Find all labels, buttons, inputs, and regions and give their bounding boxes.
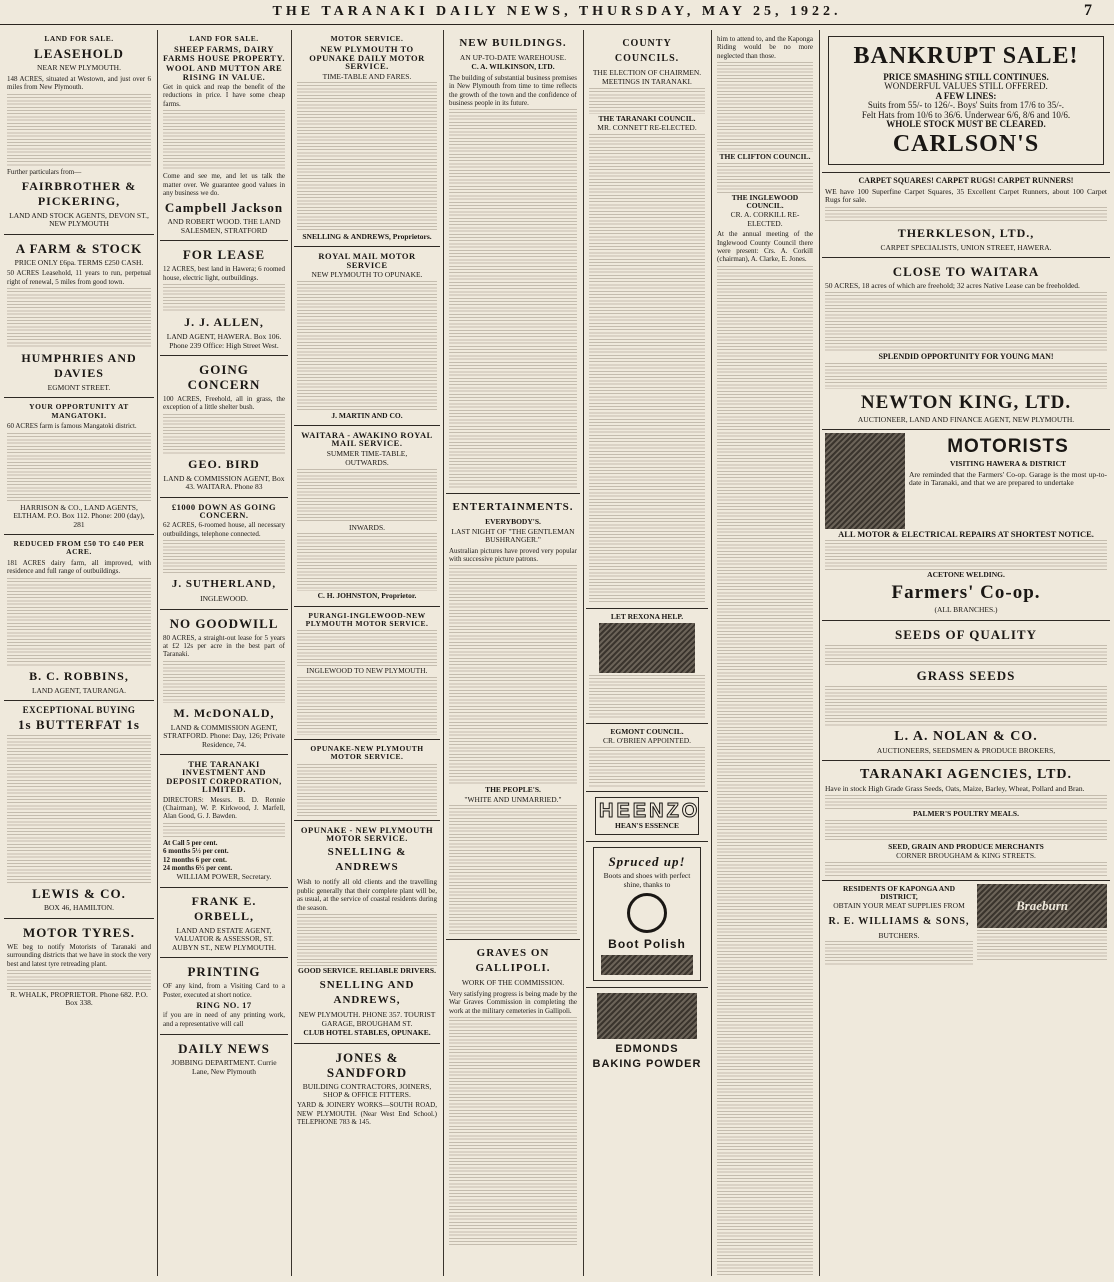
text-block — [7, 735, 151, 883]
ad-body: Felt Hats from 10/6 to 36/6. Underwear 6/6, 8/6 and 10/6. — [861, 109, 1071, 120]
ad-heading: LET REXONA HELP. — [610, 611, 684, 621]
ad-subheading: AUCTIONEERS, SEEDSMEN & PRODUCE BROKERS, — [876, 745, 1056, 755]
rate-line: 24 months 6½ per cent. — [163, 864, 233, 873]
ad-heading: Spruced up! — [608, 854, 686, 870]
ad-subheading: ACETONE WELDING. — [927, 569, 1005, 579]
ad-subheading: HEAN'S ESSENCE — [615, 820, 679, 830]
text-block — [825, 207, 1107, 223]
article-subheading: THE PEOPLE'S. — [485, 785, 541, 795]
section-label: LAND FOR SALE. — [189, 34, 259, 43]
ad-subheading: BUTCHERS. — [878, 930, 920, 940]
ad-heading: JONES & SANDFORD — [326, 1049, 408, 1080]
text-block — [7, 288, 151, 348]
braeburn-logo: Braeburn — [977, 884, 1107, 928]
ad-subheading: LAND AGENT, TAURANGA. — [31, 685, 127, 695]
ad-subheading: TIME-TABLE AND FARES. — [322, 71, 412, 81]
ad-subheading: INGLEWOOD TO NEW PLYMOUTH. — [306, 666, 428, 676]
article-subheading: MR. CONNETT RE-ELECTED. — [597, 123, 697, 133]
timetable-block — [297, 677, 437, 735]
ad-heading: M. McDONALD, — [173, 705, 275, 720]
ad-heading: ROYAL MAIL MOTOR SERVICE — [318, 251, 416, 270]
ad-heading: BANKRUPT SALE! — [853, 43, 1079, 69]
column-4 — [446, 30, 580, 1276]
ad-heading: NO GOODWILL — [169, 615, 279, 631]
article-subheading: THE ELECTION OF CHAIRMEN. — [592, 68, 702, 77]
motorist-illustration — [825, 433, 905, 529]
article-body: him to attend to, and the Kaponga Riding would be no more neglected than those. — [717, 35, 813, 60]
column-rule — [443, 30, 444, 1276]
text-block — [163, 284, 285, 312]
text-block — [163, 661, 285, 703]
article-heading: GRAVES ON GALLIPOLI. — [475, 947, 551, 975]
section-label: LAND FOR SALE. — [44, 34, 114, 43]
ad-body: 50 ACRES, 18 acres of which are freehold; 32 acres Native Lease can be freeholded. — [825, 281, 1080, 291]
ad-body: Get in quick and reap the benefit of the reductions in price. I have some cheap farms. — [163, 83, 285, 108]
article-subheading: THE INGLEWOOD COUNCIL. — [731, 192, 799, 211]
ad-heading: DAILY NEWS — [178, 1041, 270, 1057]
ad-subheading: PRICE ONLY £6pa. TERMS £250 CASH. — [14, 257, 144, 267]
ad-subheading: LAND & COMMISSION AGENT, Box 43. WAITARA. Phone 83 — [163, 473, 285, 492]
article-subheading: MEETINGS IN TARANAKI. — [602, 77, 692, 87]
ad-subheading: WONDERFUL VALUES STILL OFFERED. — [884, 81, 1048, 92]
article-subheading: LAST NIGHT OF "THE GENTLEMAN BUSHRANGER." — [451, 526, 575, 545]
ad-body: 62 ACRES, 6-roomed house, all necessary outbuildings, telephone connected. — [163, 521, 285, 538]
column-3 — [294, 30, 440, 1276]
ad-subheading: GOOD SERVICE. RELIABLE DRIVERS. — [298, 965, 436, 975]
ad-heading: THE TARANAKI INVESTMENT AND DEPOSIT CORPORATION, LIMITED. — [166, 759, 282, 795]
text-block — [7, 970, 151, 990]
ad-subheading: SUMMER TIME-TABLE, — [326, 448, 408, 458]
text-block — [825, 820, 1107, 842]
text-block — [297, 764, 437, 816]
article-heading: NEW BUILDINGS. — [459, 37, 567, 49]
ad-body: Suits from 55/- to 126/-. Boys' Suits from 17/6 to 35/-. — [867, 100, 1065, 111]
ad-body: 181 ACRES dairy farm, all improved, with residence and full range of outbuildings. — [7, 558, 151, 576]
ad-subheading: EGMONT STREET. — [47, 383, 111, 393]
ad-heading: REDUCED FROM £50 TO £40 PER ACRE. — [13, 538, 145, 557]
text-block — [825, 795, 1107, 809]
ad-heading: GOING CONCERN — [187, 361, 261, 392]
article-subheading: CR. A. CORKILL RE-ELECTED. — [730, 210, 800, 228]
text-block — [7, 433, 151, 503]
masthead-title: THE TARANAKI DAILY NEWS, THURSDAY, MAY 25, 1922. — [272, 4, 842, 19]
ad-heading: 1s BUTTERFAT 1s — [18, 717, 140, 733]
ad-body: 148 ACRES, situated at Westown, and just over 6 miles from New Plymouth. — [7, 74, 151, 92]
ad-heading: Campbell Jackson — [164, 200, 284, 216]
column-rule — [157, 30, 158, 1276]
ad-body: 50 ACRES Leasehold, 11 years to run, perpetual right of renewal, 5 miles from good town. — [7, 269, 151, 286]
ad-subheading: NEAR NEW PLYMOUTH. — [37, 63, 121, 73]
ad-heading: SNELLING & ANDREWS — [327, 846, 407, 874]
ad-subheading: J. MARTIN AND CO. — [331, 410, 403, 420]
ad-body: 12 ACRES, best land in Hawera; 6 roomed house, electric light, outbuildings. — [163, 265, 285, 282]
ad-heading: CARPET SQUARES! CARPET RUGS! CARPET RUNNERS! — [858, 176, 1074, 186]
article-subheading: THE TARANAKI COUNCIL. — [598, 113, 696, 123]
ad-heading: MOTORISTS — [947, 436, 1069, 458]
ad-heading: SEEDS OF QUALITY — [895, 626, 1037, 642]
ad-heading: THERKLESON, LTD., — [897, 225, 1035, 240]
ad-heading: LEASEHOLD — [34, 46, 124, 62]
text-block — [825, 363, 1107, 389]
article-text — [449, 109, 577, 489]
ad-subheading: INWARDS. — [348, 522, 386, 532]
ad-heading: CARLSON'S — [892, 131, 1040, 158]
heenzo-logo: HEENZO — [599, 799, 701, 822]
text-block — [977, 930, 1107, 960]
ad-heading: R. E. WILLIAMS & SONS, — [828, 915, 970, 927]
article-subheading: EGMONT COUNCIL. — [610, 727, 684, 737]
ad-subheading: NEW PLYMOUTH TO OPUNAKE. — [311, 270, 423, 280]
column-7 — [822, 30, 1110, 1276]
ad-subheading: PALMER'S POULTRY MEALS. — [913, 809, 1019, 819]
article-body: Very satisfying progress is being made by the War Graves Commission in completing the work at the military cemeteries in Gallipoli. — [449, 989, 577, 1015]
ad-subheading: CLUB HOTEL STABLES, OPUNAKE. — [303, 1028, 431, 1038]
ad-heading: A FARM & STOCK — [15, 240, 143, 256]
baking-illustration — [597, 993, 697, 1039]
column-5 — [586, 30, 708, 1276]
ad-heading: NEW PLYMOUTH TO OPUNAKE DAILY MOTOR SERVICE. — [309, 44, 425, 72]
ad-body: WE beg to notify Motorists of Taranaki and surrounding districts that we have in stock the very best and latest tyre retreading plant. — [7, 942, 151, 968]
ad-heading: NEWTON KING, LTD. — [860, 391, 1072, 413]
ad-body: 80 ACRES, a straight-out lease for 5 years at £2 12s per acre in the best part of Taranaki. — [163, 633, 285, 659]
ad-subheading: HARRISON & CO., LAND AGENTS, ELTHAM. P.O. Box 112. Phone: 200 (day), 281 — [13, 502, 145, 529]
text-block — [163, 540, 285, 574]
ad-body: 60 ACRES farm is famous Mangatoki district. — [7, 422, 137, 431]
ad-heading: EXCEPTIONAL BUYING — [22, 704, 136, 715]
article-text — [589, 88, 705, 114]
ad-body: Wish to notify all old clients and the travelling public generally that their complete plant will be, as usual, at the service of coastal residents during the season. — [297, 878, 437, 912]
ad-subheading: OUTWARDS. — [345, 458, 389, 468]
article-body: The building of substantial business premises in New Plymouth from time to time reflects the growth of the town and the confidence of business people in its future. — [449, 73, 577, 108]
text-block — [825, 862, 1107, 876]
ad-subheading: (ALL BRANCHES.) — [934, 605, 998, 615]
ad-heading: J. J. ALLEN, — [184, 315, 264, 330]
ad-subheading: JOBBING DEPARTMENT. Currie Lane, New Plymouth — [171, 1058, 277, 1076]
ad-subheading: LAND & COMMISSION AGENT, STRATFORD. Phone: Day, 126; Private Residence, 74. — [163, 722, 285, 749]
ad-subheading: SPLENDID OPPORTUNITY FOR YOUNG MAN! — [878, 352, 1054, 362]
ad-heading: EDMONDS BAKING POWDER — [592, 1043, 702, 1071]
ad-body: YARD & JOINERY WORKS—SOUTH ROAD, NEW PLYMOUTH. (Near West End School.) TELEPHONE 783 & 145. — [297, 1101, 437, 1127]
column-2 — [160, 30, 288, 1276]
column-1 — [4, 30, 154, 1276]
article-body: Australian pictures have proved very popular with successive picture patrons. — [449, 546, 577, 564]
ad-subheading: SNELLING & ANDREWS, Proprietors. — [302, 232, 432, 242]
column-6 — [714, 30, 816, 1276]
ad-subheading: CORNER BROUGHAM & KING STREETS. — [896, 851, 1036, 861]
polish-tin-icon — [627, 893, 667, 933]
ad-subheading: WHOLE STOCK MUST BE CLEARED. — [886, 119, 1046, 130]
article-text — [449, 1017, 577, 1247]
text-block — [7, 94, 151, 166]
column-rule — [819, 30, 820, 1276]
ad-subheading: C. H. JOHNSTON, Proprietor. — [317, 591, 417, 601]
ad-heading: WOOL AND MUTTON ARE RISING IN VALUE. — [165, 63, 283, 82]
ad-subheading: BOX 46, HAMILTON. — [43, 903, 114, 913]
column-rule — [291, 30, 292, 1276]
article-subheading: "WHITE AND UNMARRIED." — [464, 794, 562, 804]
text-block — [589, 675, 705, 719]
rexona-illustration — [599, 623, 695, 673]
ad-heading: £1000 DOWN AS GOING CONCERN. — [171, 501, 277, 520]
ad-heading: YOUR OPPORTUNITY AT MANGATOKI. — [29, 402, 129, 420]
article-text — [449, 565, 577, 785]
ad-subheading: CARPET SPECIALISTS, UNION STREET, HAWERA. — [880, 242, 1052, 252]
ad-subheading: OBTAIN YOUR MEAT SUPPLIES FROM — [833, 901, 965, 911]
article-body: At the annual meeting of the Inglewood County Council there were present: Crs. A. Corkill (chairman), A. Clarke, E. Jones. — [717, 230, 813, 264]
ad-heading: RESIDENTS OF KAPONGA AND DISTRICT, — [842, 883, 956, 901]
ad-body: 100 ACRES, Freehold, all in grass, the exception of a little shelter bush. — [163, 394, 285, 412]
ad-heading: WAITARA - AWAKINO ROYAL MAIL SERVICE. — [301, 430, 433, 449]
ad-heading: Farmers' Co-op. — [891, 582, 1041, 604]
ad-body: if you are in need of any printing work, and a representative will call — [163, 1011, 285, 1028]
ad-subheading: WILLIAM POWER, Secretary. — [176, 872, 272, 882]
ad-heading: TARANAKI AGENCIES, LTD. — [859, 766, 1073, 782]
article-heading: ENTERTAINMENTS. — [452, 501, 574, 514]
ad-body: Are reminded that the Farmers' Co-op. Garage is the most up-to-date in Taranaki, and that we are prepared to undertake — [909, 469, 1107, 488]
ad-heading: HUMPHRIES AND DAVIES — [21, 351, 137, 381]
section-label: MOTOR SERVICE. — [330, 34, 404, 43]
text-block — [825, 645, 1107, 665]
ad-heading: FOR LEASE — [182, 247, 266, 263]
article-text — [589, 747, 705, 787]
timetable-block — [297, 533, 437, 591]
ad-subheading: PRICE SMASHING STILL CONTINUES. — [883, 72, 1049, 82]
ad-heading: L. A. NOLAN & CO. — [894, 728, 1038, 744]
ad-subheading: LAND AND STOCK AGENTS, DEVON ST., NEW PLYMOUTH — [9, 211, 149, 229]
ad-heading: OPUNAKE-NEW PLYMOUTH MOTOR SERVICE. — [310, 743, 424, 762]
timetable-block — [297, 82, 437, 232]
ad-heading: OPUNAKE - NEW PLYMOUTH MOTOR SERVICE. — [300, 824, 434, 843]
ad-body: Come and see me, and let us talk the matter over. We guarantee good values in any business we do. — [163, 172, 285, 198]
ad-heading: RING NO. 17 — [196, 999, 252, 1010]
ad-heading: GEO. BIRD — [188, 456, 260, 471]
ad-subheading: Boots and shoes with perfect shine, thanks to — [603, 871, 691, 889]
article-text — [717, 62, 813, 152]
ad-subheading: AND ROBERT WOOD. THE LAND SALESMEN, STRATFORD — [167, 217, 281, 235]
article-subheading: THE CLIFTON COUNCIL. — [719, 152, 811, 162]
ad-subheading: INGLEWOOD. — [200, 594, 248, 604]
article-text — [717, 163, 813, 193]
article-subheading: AN UP-TO-DATE WAREHOUSE. — [459, 53, 567, 62]
ad-subheading: AUCTIONEER, LAND AND FINANCE AGENT, NEW PLYMOUTH. — [857, 414, 1075, 424]
ad-heading: LEWIS & CO. — [32, 886, 126, 902]
ad-heading: GRASS SEEDS — [916, 667, 1016, 683]
article-subheading: CR. O'BRIEN APPOINTED. — [602, 736, 692, 746]
column-rule — [583, 30, 584, 1276]
article-text — [717, 266, 813, 1276]
text-block — [7, 578, 151, 666]
masthead — [0, 0, 1114, 25]
ad-heading: MOTOR TYRES. — [23, 924, 135, 940]
article-text — [449, 805, 577, 935]
article-subheading: EVERYBODY'S. — [485, 517, 541, 527]
article-heading: COUNTY COUNCILS. — [614, 38, 680, 64]
text-block — [825, 292, 1107, 352]
ad-subheading: ALL MOTOR & ELECTRICAL REPAIRS AT SHORTEST NOTICE. — [838, 529, 1094, 540]
timetable-block — [297, 281, 437, 411]
text-block — [163, 823, 285, 839]
ad-body: WE have 100 Superfine Carpet Squares, 35 Excellent Carpet Runners, about 100 Carpet Rugs for sale. — [825, 186, 1107, 205]
timetable-block — [297, 630, 437, 666]
timetable-block — [297, 469, 437, 523]
rate-line: 12 months 6 per cent. — [163, 855, 227, 864]
ad-heading: B. C. ROBBINS, — [29, 668, 129, 683]
page-number: 7 — [1084, 2, 1092, 19]
ad-subheading: R. WHALK, PROPRIETOR. Phone 682. P.O. Box 338. — [10, 989, 148, 1008]
text-block — [163, 414, 285, 454]
ad-heading: SHEEP FARMS, DAIRY FARMS HOUSE PROPERTY. — [163, 44, 285, 63]
text-block — [163, 110, 285, 170]
ad-subheading: LAND AGENT, HAWERA. Box 106. Phone 239 Office: High Street West. — [166, 332, 282, 350]
ad-subheading: A FEW LINES: — [935, 90, 997, 101]
ad-heading: PURANGI-INGLEWOOD-NEW PLYMOUTH MOTOR SERVICE. — [305, 610, 429, 628]
ad-body: Have in stock High Grade Grass Seeds, Oats, Maize, Barley, Wheat, Pollard and Bran. — [825, 783, 1085, 793]
ad-subheading: VISITING HAWERA & DISTRICT — [949, 459, 1067, 469]
text-block — [825, 540, 1107, 570]
ad-heading: SNELLING AND ANDREWS, — [319, 979, 415, 1007]
ad-body: DIRECTORS: Messrs. B. D. Rennie (Chairman), W. P. Kirkwood, J. Marfell, Alan Good, G. J. Bawden. — [163, 795, 285, 821]
column-rule — [711, 30, 712, 1276]
ad-body: Further particulars from— — [7, 167, 82, 176]
ad-heading: FRANK E. ORBELL, — [191, 893, 257, 923]
ad-subheading: BUILDING CONTRACTORS, JOINERS, SHOP & OFFICE FITTERS. — [302, 1081, 432, 1099]
article-text — [589, 134, 705, 604]
ad-heading: CLOSE TO WAITARA — [892, 264, 1040, 280]
article-subheading: WORK OF THE COMMISSION. — [461, 978, 565, 988]
text-block — [825, 686, 1107, 726]
shoe-illustration — [601, 955, 693, 975]
ad-subheading: NEW PLYMOUTH. PHONE 357. TOURIST GARAGE, BROUGHAM ST. — [298, 1010, 436, 1028]
ad-body: OF any kind, from a Visiting Card to a Poster, executed at short notice. — [163, 982, 285, 999]
ad-heading: J. SUTHERLAND, — [171, 578, 277, 591]
text-block — [297, 914, 437, 966]
text-block — [825, 941, 973, 965]
ad-subheading: LAND AND ESTATE AGENT, VALUATOR & ASSESSOR, ST. AUBYN ST., NEW PLYMOUTH. — [172, 925, 276, 952]
ad-subheading: SEED, GRAIN AND PRODUCE MERCHANTS — [888, 841, 1044, 851]
ad-heading: Boot Polish — [608, 937, 686, 952]
rate-line: 6 months 5½ per cent. — [163, 847, 229, 856]
ad-heading: PRINTING — [187, 964, 261, 980]
rate-line: At Call 5 per cent. — [163, 838, 218, 847]
article-subheading: C. A. WILKINSON, LTD. — [471, 62, 555, 72]
ad-heading: FAIRBROTHER & PICKERING, — [21, 179, 137, 209]
